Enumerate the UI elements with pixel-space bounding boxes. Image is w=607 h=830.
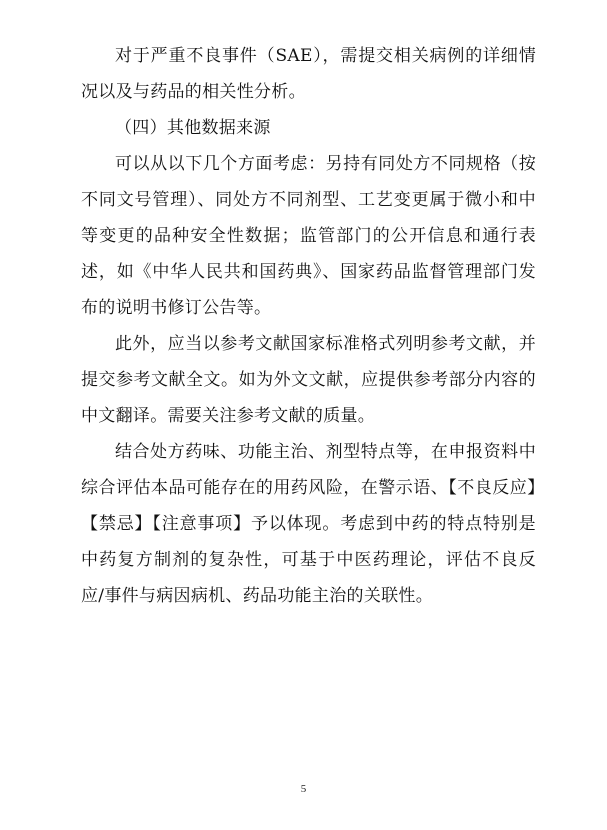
paragraph-references: 此外，应当以参考文献国家标准格式列明参考文献，并提交参考文献全文。如为外文文献，应提供参考部分内容的中文翻译。需要关注参考文献的质量。 bbox=[81, 334, 536, 426]
page-number: 5 bbox=[300, 783, 307, 795]
paragraph-considerations: 可以从以下几个方面考虑：另持有同处方不同规格（按不同文号管理）、同处方不同剂型、工艺变更属于微小和中等变更的品种安全性数据；监管部门的公开信息和通行表述，如《中华人民共和国药典》、国家药品监督管理部门发布的说明书修订公告等。 bbox=[81, 154, 536, 318]
section-heading-other-sources: （四）其他数据来源 bbox=[115, 118, 271, 138]
paragraph-risk-assessment: 结合处方药味、功能主治、剂型特点等，在申报资料中综合评估本品可能存在的用药风险，在警示语、【不良反应】【禁忌】【注意事项】予以体现。考虑到中药的特点特别是中药复方制剂的复杂性，可基于中医药理论，评估不良反应/事件与病因病机、药品功能主治的关联性。 bbox=[81, 442, 536, 606]
paragraph-sae: 对于严重不良事件（SAE），需提交相关病例的详细情况以及与药品的相关性分析。 bbox=[81, 46, 536, 102]
body-text bbox=[81, 38, 536, 614]
